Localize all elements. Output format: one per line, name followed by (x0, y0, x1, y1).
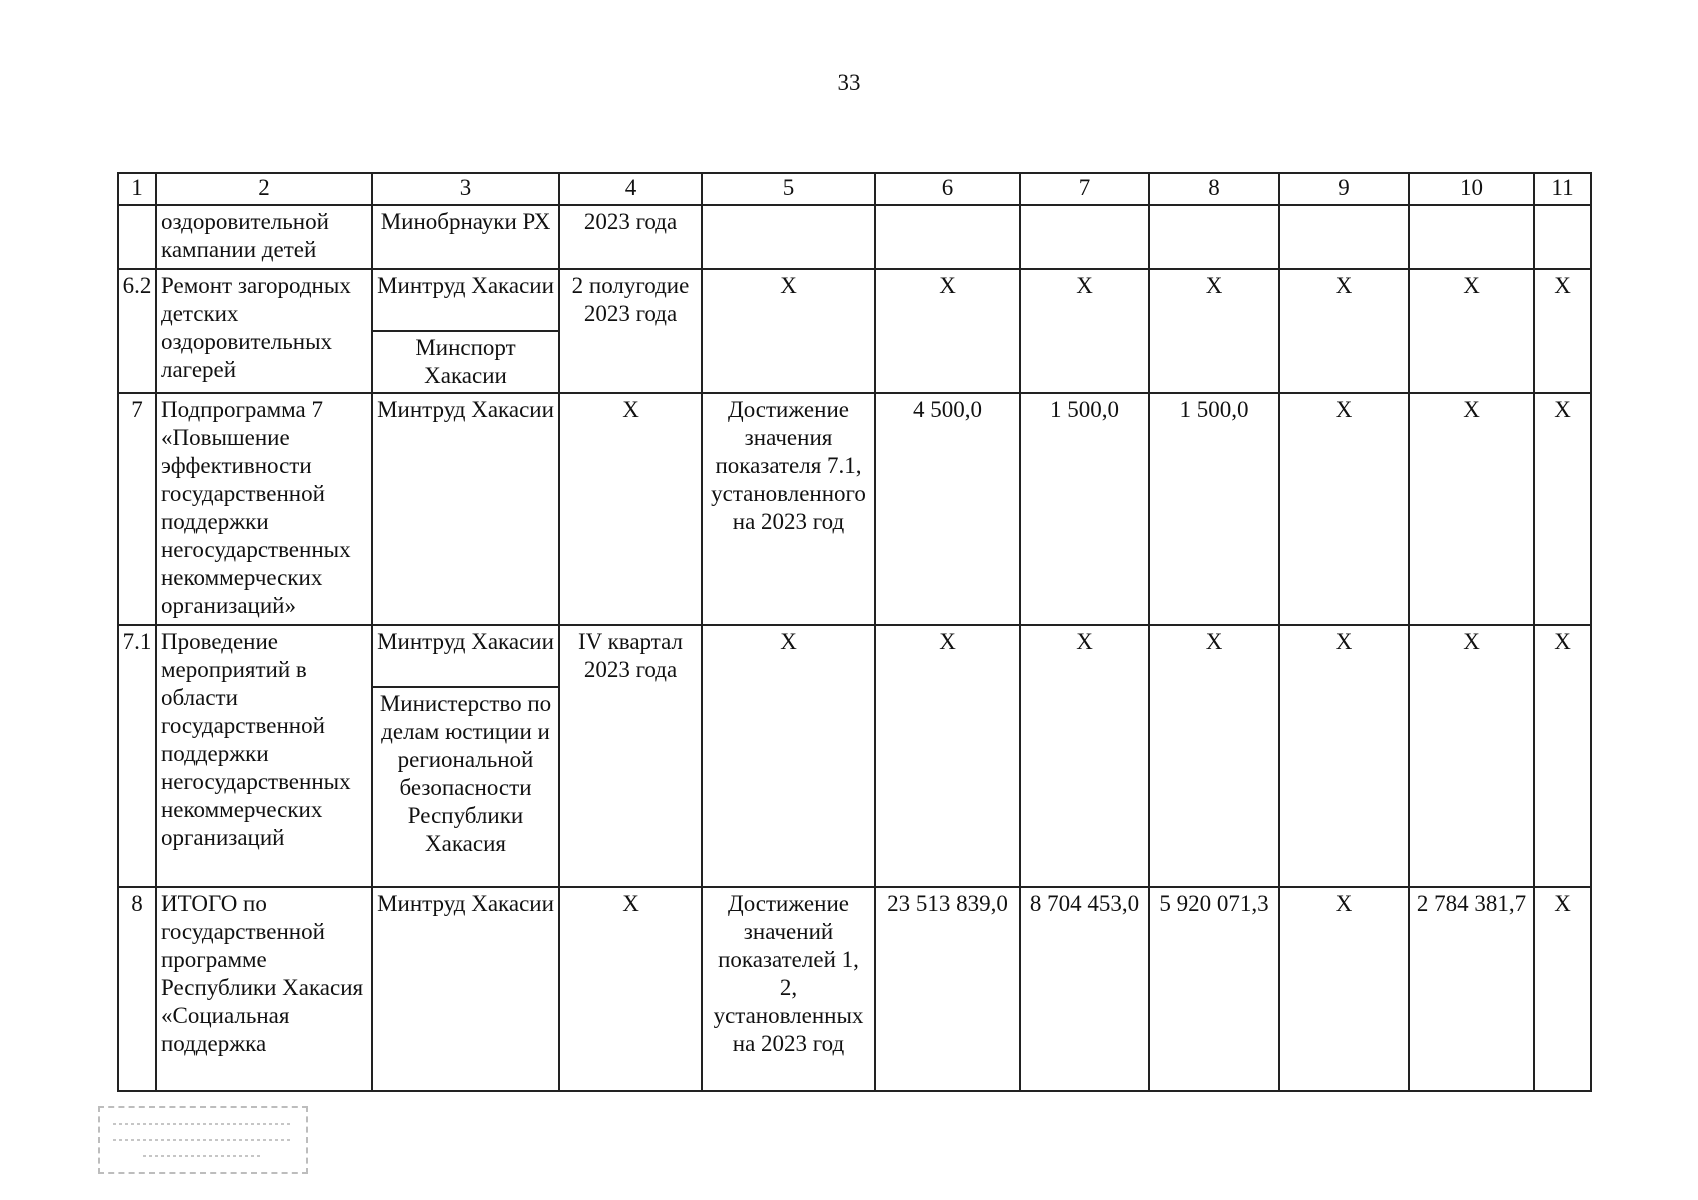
x-mark: Х (1020, 269, 1149, 393)
cell-empty (1149, 205, 1279, 269)
table-row (118, 887, 1591, 1091)
measure-name: оздоровительной кампании детей (156, 205, 372, 269)
x-mark: Х (1534, 393, 1591, 625)
executor: Минтруд Хакасии (372, 887, 559, 1091)
amount-col6: 4 500,0 (875, 393, 1020, 625)
column-number: 8 (1149, 173, 1279, 205)
cell-empty (875, 205, 1020, 269)
x-mark: Х (1149, 269, 1279, 393)
column-number: 1 (118, 173, 156, 205)
registration-stamp (98, 1106, 308, 1174)
row-number (118, 205, 156, 269)
x-mark: Х (875, 625, 1020, 887)
cell-empty (702, 205, 875, 269)
x-mark: Х (1409, 625, 1534, 887)
x-mark: Х (702, 269, 875, 393)
measure-name: ИТОГО по государственной программе Республики Хакасия «Социальная поддержка (156, 887, 372, 1091)
measure-name: Ремонт загородных детских оздоровительных лагерей (156, 269, 372, 393)
x-mark: Х (1279, 269, 1409, 393)
page-number: 33 (837, 70, 861, 95)
table-row (118, 269, 1591, 331)
x-mark: Х (559, 887, 702, 1091)
cell-empty (1409, 205, 1534, 269)
executor: Минспорт Хакасии (372, 331, 559, 393)
x-mark: Х (1279, 625, 1409, 887)
stamp-lines-icon (103, 1112, 303, 1168)
executor: Минтруд Хакасии (372, 269, 559, 331)
column-number: 11 (1534, 173, 1591, 205)
expected-result: Достижение значения показателя 7.1, установленного на 2023 год (702, 393, 875, 625)
x-mark: Х (1149, 625, 1279, 887)
x-mark: Х (1534, 269, 1591, 393)
x-mark: Х (1020, 625, 1149, 887)
measure-name: Подпрограмма 7 «Повышение эффективности государственной поддержки негосударственных некоммерческих организаций» (156, 393, 372, 625)
table-row (118, 625, 1591, 687)
expected-result: Достижение значений показателей 1, 2, установленных на 2023 год (702, 887, 875, 1091)
cell-empty (1020, 205, 1149, 269)
column-number: 2 (156, 173, 372, 205)
x-mark: Х (1409, 393, 1534, 625)
program-table (117, 172, 1592, 1092)
row-number: 6.2 (118, 269, 156, 393)
amount-col8: 1 500,0 (1149, 393, 1279, 625)
column-number: 7 (1020, 173, 1149, 205)
x-mark: Х (1534, 625, 1591, 887)
table-row (118, 393, 1591, 625)
column-number: 4 (559, 173, 702, 205)
column-number: 5 (702, 173, 875, 205)
column-number: 10 (1409, 173, 1534, 205)
executor: Минобрнауки РХ (372, 205, 559, 269)
amount-col7: 8 704 453,0 (1020, 887, 1149, 1091)
measure-name: Проведение мероприятий в области государственной поддержки негосударственных некоммерческих организаций (156, 625, 372, 887)
term: 2 полугодие 2023 года (559, 269, 702, 393)
amount-col6: 23 513 839,0 (875, 887, 1020, 1091)
row-number: 7 (118, 393, 156, 625)
column-number: 3 (372, 173, 559, 205)
column-number: 6 (875, 173, 1020, 205)
row-number: 7.1 (118, 625, 156, 887)
x-mark: Х (875, 269, 1020, 393)
row-number: 8 (118, 887, 156, 1091)
executor: Минтруд Хакасии (372, 625, 559, 687)
term: IV квартал 2023 года (559, 625, 702, 887)
table-row (118, 205, 1591, 269)
amount-col7: 1 500,0 (1020, 393, 1149, 625)
amount-col8: 5 920 071,3 (1149, 887, 1279, 1091)
term: 2023 года (559, 205, 702, 269)
cell-empty (1279, 205, 1409, 269)
x-mark: Х (1279, 393, 1409, 625)
x-mark: Х (702, 625, 875, 887)
amount-col10: 2 784 381,7 (1409, 887, 1534, 1091)
executor: Минтруд Хакасии (372, 393, 559, 625)
x-mark: Х (1409, 269, 1534, 393)
executor: Министерство по делам юстиции и региональной безопасности Республики Хакасия (372, 687, 559, 887)
x-mark: Х (1279, 887, 1409, 1091)
column-number-row (118, 173, 1591, 205)
x-mark: Х (559, 393, 702, 625)
cell-empty (1534, 205, 1591, 269)
x-mark: Х (1534, 887, 1591, 1091)
column-number: 9 (1279, 173, 1409, 205)
